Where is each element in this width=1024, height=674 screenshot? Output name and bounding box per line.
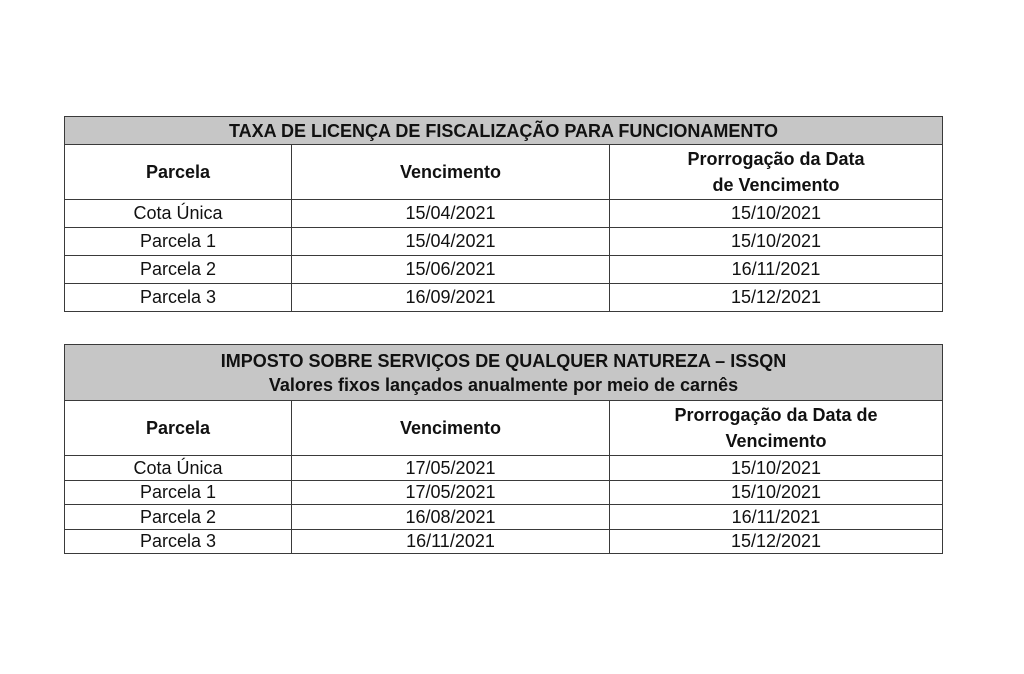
table-title: TAXA DE LICENÇA DE FISCALIZAÇÃO PARA FUNCIONAMENTO — [65, 117, 943, 145]
cell-prorrogacao: 15/10/2021 — [610, 228, 943, 256]
cell-parcela: Cota Única — [65, 200, 292, 228]
cell-parcela: Parcela 3 — [65, 284, 292, 312]
column-header-vencimento: Vencimento — [292, 401, 610, 456]
table-subtitle: Valores fixos lançados anualmente por meio de carnês — [268, 374, 739, 395]
issqn-schedule-table — [64, 344, 943, 554]
cell-vencimento: 15/06/2021 — [292, 256, 610, 284]
table-row — [65, 529, 943, 554]
cell-prorrogacao: 15/12/2021 — [610, 284, 943, 312]
table-row — [65, 505, 943, 530]
table-row — [65, 200, 943, 228]
cell-prorrogacao: 15/10/2021 — [610, 456, 943, 481]
cell-vencimento: 15/04/2021 — [292, 200, 610, 228]
table-row — [65, 256, 943, 284]
cell-parcela: Cota Única — [65, 456, 292, 481]
cell-parcela: Parcela 1 — [65, 480, 292, 505]
column-header-prorrogacao — [610, 145, 943, 200]
column-header-vencimento: Vencimento — [292, 145, 610, 200]
cell-vencimento: 16/11/2021 — [292, 529, 610, 554]
cell-prorrogacao: 15/10/2021 — [610, 480, 943, 505]
column-header-prorrogacao-line2: de Vencimento — [712, 175, 840, 195]
cell-parcela: Parcela 2 — [65, 256, 292, 284]
column-header-prorrogacao-line2: Vencimento — [725, 431, 827, 451]
column-header-prorrogacao-line1: Prorrogação da Data — [687, 149, 865, 169]
cell-parcela: Parcela 1 — [65, 228, 292, 256]
cell-vencimento: 17/05/2021 — [292, 480, 610, 505]
table-row — [65, 480, 943, 505]
cell-prorrogacao: 15/12/2021 — [610, 529, 943, 554]
cell-vencimento: 15/04/2021 — [292, 228, 610, 256]
table-header-row — [65, 145, 943, 200]
column-header-prorrogacao — [610, 401, 943, 456]
table-row — [65, 228, 943, 256]
table-row — [65, 284, 943, 312]
table-row — [65, 456, 943, 481]
cell-prorrogacao: 15/10/2021 — [610, 200, 943, 228]
cell-prorrogacao: 16/11/2021 — [610, 256, 943, 284]
tlf-schedule-table — [64, 116, 943, 312]
table-title-line1: IMPOSTO SOBRE SERVIÇOS DE QUALQUER NATUREZA – ISSQN — [220, 350, 787, 371]
column-header-parcela: Parcela — [65, 145, 292, 200]
cell-vencimento: 16/09/2021 — [292, 284, 610, 312]
table-title-row — [65, 117, 943, 145]
cell-parcela: Parcela 2 — [65, 505, 292, 530]
cell-parcela: Parcela 3 — [65, 529, 292, 554]
table-title — [65, 345, 943, 401]
table-title-row — [65, 345, 943, 401]
column-header-parcela: Parcela — [65, 401, 292, 456]
cell-vencimento: 17/05/2021 — [292, 456, 610, 481]
column-header-prorrogacao-line1: Prorrogação da Data de — [674, 405, 878, 425]
cell-vencimento: 16/08/2021 — [292, 505, 610, 530]
cell-prorrogacao: 16/11/2021 — [610, 505, 943, 530]
table-header-row — [65, 401, 943, 456]
